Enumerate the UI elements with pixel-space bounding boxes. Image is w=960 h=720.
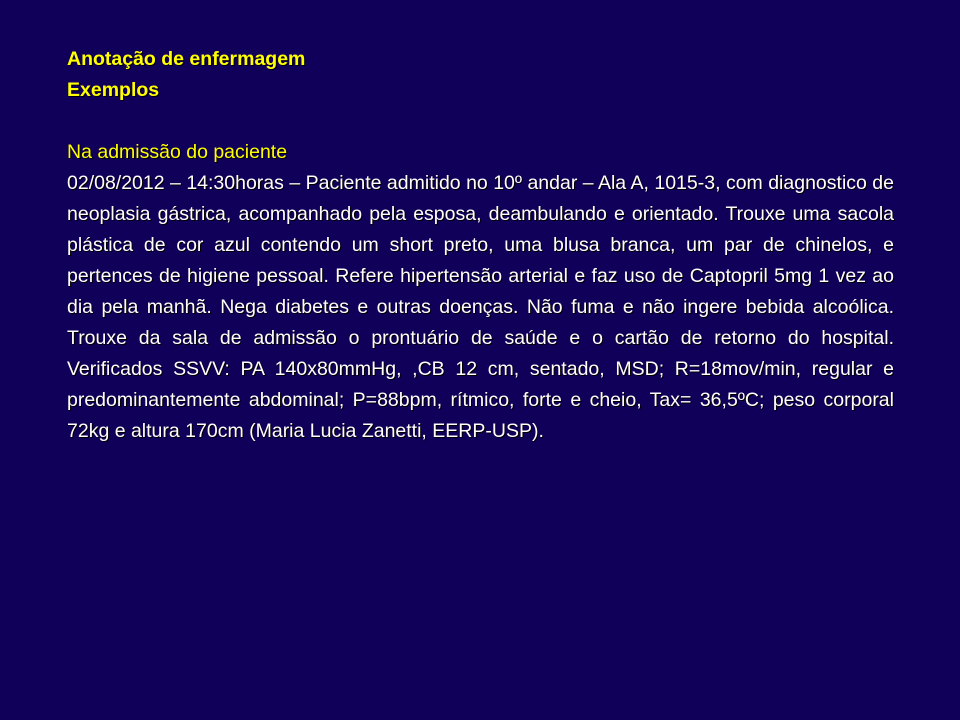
- slide-subtitle: Exemplos: [67, 79, 160, 101]
- section-heading: Na admissão do paciente: [67, 141, 288, 163]
- slide-content: [67, 44, 894, 447]
- admission-note-text: 02/08/2012 – 14:30horas – Paciente admitido no 10º andar – Ala A, 1015-3, com diagnostico de neoplasia gástrica, acompanhado pela esposa, deambulando e orientado. Trouxe uma sacola plástica de cor azul contendo um short preto, uma blusa branca, um par de chinelos, e pertences de higiene pessoal. Refere hipertensão arterial e faz uso de Captopril 5mg 1 vez ao dia pela manhã. Nega diabetes e outras doenças. Não fuma e não ingere bebida alcoólica. Trouxe da sala de admissão o prontuário de saúde e o cartão de retorno do hospital. Verificados SSVV: PA 140x80mmHg, ,CB 12 cm, sentado, MSD; R=18mov/min, regular e predominantemente abdominal; P=88bpm, rítmico, forte e cheio, Tax= 36,5ºC; peso corporal 72kg e altura 170cm (Maria Lucia Zanetti, EERP-USP).: [67, 172, 894, 442]
- slide-title: Anotação de enfermagem: [67, 48, 306, 70]
- spacer: [67, 106, 894, 137]
